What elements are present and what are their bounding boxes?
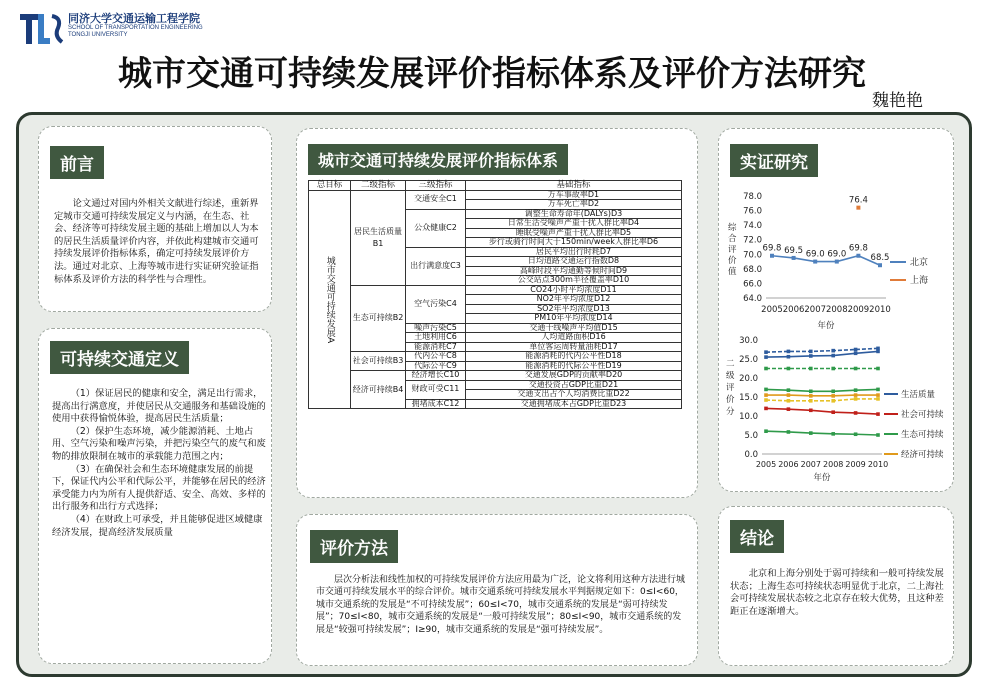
data-point xyxy=(764,388,768,392)
x-tick-label: 2006 xyxy=(778,460,799,469)
legend-label: 社会可持续 xyxy=(901,410,944,420)
data-point xyxy=(876,393,880,397)
data-point xyxy=(764,407,768,411)
data-point xyxy=(854,348,858,352)
secondary-score-chart xyxy=(722,332,952,482)
basic-cell: 单位客运周转量油耗D17 xyxy=(466,342,682,352)
level3-cell: 土地利用C6 xyxy=(406,333,466,343)
level3-cell: 代际公平C9 xyxy=(406,361,466,371)
y-tick-label: 0.0 xyxy=(744,450,758,460)
data-point xyxy=(831,394,835,398)
data-point xyxy=(813,260,817,264)
data-point xyxy=(854,388,858,392)
data-point xyxy=(854,397,858,401)
data-point xyxy=(809,350,813,354)
y-axis-label: 分 xyxy=(726,407,735,417)
y-axis-label: 二 xyxy=(726,359,735,369)
method-text: 层次分析法和线性加权的可持续发展评价方法应用最为广泛，论文将利用这种方法进行城市交通可持续发展水平的综合评价。城市交通系统可持续发展水平判据规定如下：0≤I<60，城市交通系统的发展是“不可持续发展”；60≤I<70，城市交通系统的发展是“弱可持续发展”；70≤I<80，城市交通系统的发展是“一般可持续发展”；80≤I<90，城市交通系统的发展是“较强可持续发展”；I≥90，城市交通系统的发展是“强可持续发展”。 xyxy=(316,575,686,635)
data-point xyxy=(876,397,880,401)
series-line-北京-经济可持续 xyxy=(766,399,878,401)
basic-cell: 交通拥堵成本占GDP比重D23 xyxy=(466,399,682,409)
basic-cell: 人均道路面积D16 xyxy=(466,333,682,343)
logo-school-name-en: SCHOOL OF TRANSPORTATION ENGINEERING TONGJI UNIVERSITY xyxy=(68,25,203,38)
data-point xyxy=(854,393,858,397)
data-point xyxy=(764,355,768,359)
method-title: 评价方法 xyxy=(310,530,398,563)
y-tick-label: 64.0 xyxy=(743,294,762,304)
legend-label: 生活质量 xyxy=(901,390,936,400)
data-point xyxy=(809,367,813,371)
conclusion-text: 北京和上海分别处于弱可持续和一般可持续发展状态；上海生态可持续状态明显优于北京，二上海社会可持续发展状态较之北京存在较大优势，且这种差距正在逐渐增大。 xyxy=(730,568,944,617)
data-point xyxy=(876,347,880,351)
data-point xyxy=(854,411,858,415)
y-axis-label: 值 xyxy=(728,267,737,277)
x-tick-label: 2005 xyxy=(761,305,783,315)
definition-title: 可持续交通定义 xyxy=(50,341,189,374)
basic-cell: SO2年平均浓度D13 xyxy=(466,304,682,314)
y-tick-label: 70.0 xyxy=(743,250,762,261)
y-tick-label: 25.0 xyxy=(739,355,758,365)
data-label: 69.8 xyxy=(848,243,868,254)
indicator-title: 城市交通可持续发展评价指标体系 xyxy=(308,144,568,175)
level2-cell: 生态可持续B2 xyxy=(351,285,406,352)
legend-label: 北京 xyxy=(910,258,929,268)
definition-item: （2）保护生态环境，减少能源消耗、土地占用、空气污染和噪声污染，并把污染空气的废气和废物的排放限制在城市的承载能力范围之内； xyxy=(52,425,266,462)
y-axis-label: 价 xyxy=(728,256,737,266)
y-tick-label: 15.0 xyxy=(739,393,758,403)
conclusion-title: 结论 xyxy=(730,520,784,553)
indicator-table xyxy=(308,180,682,409)
basic-cell: 高峰时段平均通勤等候时间D9 xyxy=(466,266,682,276)
data-point xyxy=(809,390,813,394)
level3-cell: 拥堵成本C12 xyxy=(406,399,466,409)
level2-cell: 社会可持续B3 xyxy=(351,352,406,371)
header-cell: 二级指标 xyxy=(351,181,406,191)
y-axis-label: 合 xyxy=(728,234,737,244)
basic-cell: NO2年平均浓度D12 xyxy=(466,295,682,305)
data-label: 68.5 xyxy=(870,253,890,264)
table-row xyxy=(309,352,682,362)
basic-cell: 调整生命寿命年(DALYs)D3 xyxy=(466,209,682,219)
legend-label: 经济可持续 xyxy=(901,450,944,460)
data-point xyxy=(787,367,791,371)
basic-cell: 能源消耗的代内公平性D18 xyxy=(466,352,682,362)
legend-label: 生态可持续 xyxy=(901,430,944,440)
data-point xyxy=(764,429,768,433)
definition-item: （3）在确保社会和生态环境健康发展的前提下，保证代内公平和代际公平，并能够在居民的经济承受能力内为所有人提供舒适、安全、高效、多样的出行服务和出行方式选择； xyxy=(52,463,266,513)
basic-cell: 万车事故率D1 xyxy=(466,190,682,200)
data-point xyxy=(787,355,791,359)
y-axis-label: 级 xyxy=(726,371,735,381)
series-line-北京-生态可持续 xyxy=(766,389,878,391)
x-tick-label: 2009 xyxy=(847,305,870,315)
data-label: 69.0 xyxy=(827,249,847,260)
level3-cell: 出行满意度C3 xyxy=(406,247,466,285)
data-point xyxy=(876,433,880,437)
data-point xyxy=(831,367,835,371)
y-tick-label: 72.0 xyxy=(743,235,762,246)
data-point xyxy=(787,399,791,403)
series-line-北京-社会可持续 xyxy=(766,408,878,414)
basic-cell: 日均道路交通运行指数D8 xyxy=(466,257,682,267)
y-tick-label: 68.0 xyxy=(743,264,762,275)
x-tick-label: 2007 xyxy=(804,305,827,315)
level3-cell: 能源消耗C7 xyxy=(406,342,466,352)
data-point xyxy=(831,354,835,358)
data-point xyxy=(764,398,768,402)
goal-cell: 城市交通可持续发展A xyxy=(309,190,351,409)
y-tick-label: 20.0 xyxy=(739,374,758,384)
basic-cell: 居民平均出行时耗D7 xyxy=(466,247,682,257)
data-point xyxy=(809,399,813,403)
data-point xyxy=(854,367,858,371)
x-tick-label: 2006 xyxy=(782,305,805,315)
data-label: 69.0 xyxy=(805,249,825,260)
basic-cell: 能源消耗的代际公平性D19 xyxy=(466,361,682,371)
y-axis-label: 评 xyxy=(728,245,737,255)
empirical-title: 实证研究 xyxy=(730,144,818,177)
data-point xyxy=(831,399,835,403)
preface-text: 论文通过对国内外相关文献进行综述，重新界定城市交通可持续发展定义与内涵，在生态、社会、经济等可持续发展主题的基础上增加以人为本的居民生活质量评价内容，并依此构建城市交通可持续发展评价指标体系，确定可持续发展评价方法。通过对北京、上海等城市进行实证研究验证指标体系及评价方法的科学性与合理性。 xyxy=(54,198,259,285)
basic-cell: 步行或骑行时间大于150min/week人群比率D6 xyxy=(466,238,682,248)
level2-cell: 经济可持续B4 xyxy=(351,371,406,409)
definition-item: （4）在财政上可承受，并且能够促进区域健康经济发展，提高经济发展质量 xyxy=(52,513,263,538)
data-point xyxy=(831,410,835,414)
series-line-北京 xyxy=(772,256,880,265)
x-axis-label: 年份 xyxy=(817,321,835,331)
x-tick-label: 2010 xyxy=(869,305,891,315)
data-point xyxy=(835,260,839,264)
basic-cell: 交通发展GDP的贡献率D20 xyxy=(466,371,682,381)
data-point xyxy=(854,352,858,356)
level3-cell: 公众健康C2 xyxy=(406,209,466,247)
y-tick-label: 76.0 xyxy=(743,206,762,217)
level2-cell: 居民生活质量B1 xyxy=(351,190,406,285)
data-point xyxy=(856,206,860,210)
level3-cell: 空气污染C4 xyxy=(406,285,466,323)
x-tick-label: 2008 xyxy=(823,460,844,469)
preface-title: 前言 xyxy=(50,146,104,179)
header-cell: 基础指标 xyxy=(466,181,682,191)
level3-cell: 经济增长C10 xyxy=(406,371,466,381)
data-point xyxy=(876,367,880,371)
series-line-北京-生活质量 xyxy=(766,351,878,357)
data-label: 69.5 xyxy=(784,245,804,256)
series-line-上海-生活质量 xyxy=(766,348,878,352)
table-row xyxy=(309,190,682,200)
level3-cell: 代内公平C8 xyxy=(406,352,466,362)
data-point xyxy=(764,350,768,354)
data-label: 76.4 xyxy=(848,195,868,206)
level3-cell: 交通安全C1 xyxy=(406,190,466,209)
poster-title: 城市交通可持续发展评价指标体系及评价方法研究 xyxy=(118,54,866,94)
data-point xyxy=(876,388,880,392)
y-axis-label: 评 xyxy=(726,383,735,393)
y-tick-label: 30.0 xyxy=(739,336,758,346)
basic-cell: 万车死亡率D2 xyxy=(466,200,682,210)
header-cell: 三级指标 xyxy=(406,181,466,191)
definition-item: （1）保证居民的健康和安全，满足出行需求，提高出行满意度，并使居民从交通服务和基础设施的使用中获得愉悦体验，提高居民生活质量； xyxy=(52,388,266,425)
x-axis-label: 年份 xyxy=(813,473,831,482)
y-tick-label: 5.0 xyxy=(744,431,758,441)
y-axis-label: 价 xyxy=(726,395,735,405)
y-axis-label: 综 xyxy=(728,223,737,233)
definition-list xyxy=(52,388,266,539)
series-line-上海-经济可持续 xyxy=(766,395,878,396)
level3-cell: 噪声污染C5 xyxy=(406,323,466,333)
data-point xyxy=(809,394,813,398)
data-point xyxy=(809,409,813,413)
data-point xyxy=(809,354,813,358)
level3-cell: 财政可受C11 xyxy=(406,380,466,399)
data-point xyxy=(831,349,835,353)
basic-cell: 公交站点300m半径覆盖率D10 xyxy=(466,276,682,286)
y-tick-label: 74.0 xyxy=(743,221,762,232)
header-cell: 总目标 xyxy=(309,181,351,191)
data-point xyxy=(878,263,882,267)
composite-score-chart xyxy=(722,186,952,336)
basic-cell: 睡眠受噪声严重干扰人群比率D5 xyxy=(466,228,682,238)
author-name: 魏艳艳 xyxy=(872,91,923,111)
y-tick-label: 66.0 xyxy=(743,279,762,290)
data-label: 69.8 xyxy=(762,243,782,254)
x-tick-label: 2005 xyxy=(755,460,777,469)
data-point xyxy=(831,390,835,394)
x-tick-label: 2008 xyxy=(825,305,848,315)
data-point xyxy=(787,407,791,411)
basic-cell: 交通干线噪声平均值D15 xyxy=(466,323,682,333)
data-point xyxy=(770,254,774,258)
data-point xyxy=(792,256,796,260)
data-point xyxy=(764,393,768,397)
data-point xyxy=(876,412,880,416)
data-point xyxy=(831,432,835,436)
basic-cell: 交通支出占个人均消费比重D22 xyxy=(466,390,682,400)
series-line-上海-生态可持续 xyxy=(766,431,878,435)
x-tick-label: 2007 xyxy=(800,460,821,469)
table-row xyxy=(309,371,682,381)
basic-cell: 交通投资占GDP比重D21 xyxy=(466,380,682,390)
x-tick-label: 2010 xyxy=(867,460,889,469)
logo-school-name: 同济大学交通运输工程学院 xyxy=(68,12,200,25)
y-tick-label: 10.0 xyxy=(739,412,758,422)
data-point xyxy=(787,388,791,392)
basic-cell: PM10年平均浓度D14 xyxy=(466,314,682,324)
data-point xyxy=(787,393,791,397)
basic-cell: 日常生活受噪声严重干扰人群比率D4 xyxy=(466,219,682,229)
table-header-row xyxy=(309,181,682,191)
data-point xyxy=(809,431,813,435)
data-point xyxy=(856,254,860,258)
tj-logo-icon xyxy=(18,8,64,48)
y-tick-label: 78.0 xyxy=(743,192,762,202)
table-row xyxy=(309,285,682,295)
data-point xyxy=(764,367,768,371)
data-point xyxy=(787,350,791,354)
legend-label: 上海 xyxy=(910,276,929,286)
x-tick-label: 2009 xyxy=(845,460,866,469)
data-point xyxy=(787,430,791,434)
data-point xyxy=(854,432,858,436)
basic-cell: CO24小时平均浓度D11 xyxy=(466,285,682,295)
